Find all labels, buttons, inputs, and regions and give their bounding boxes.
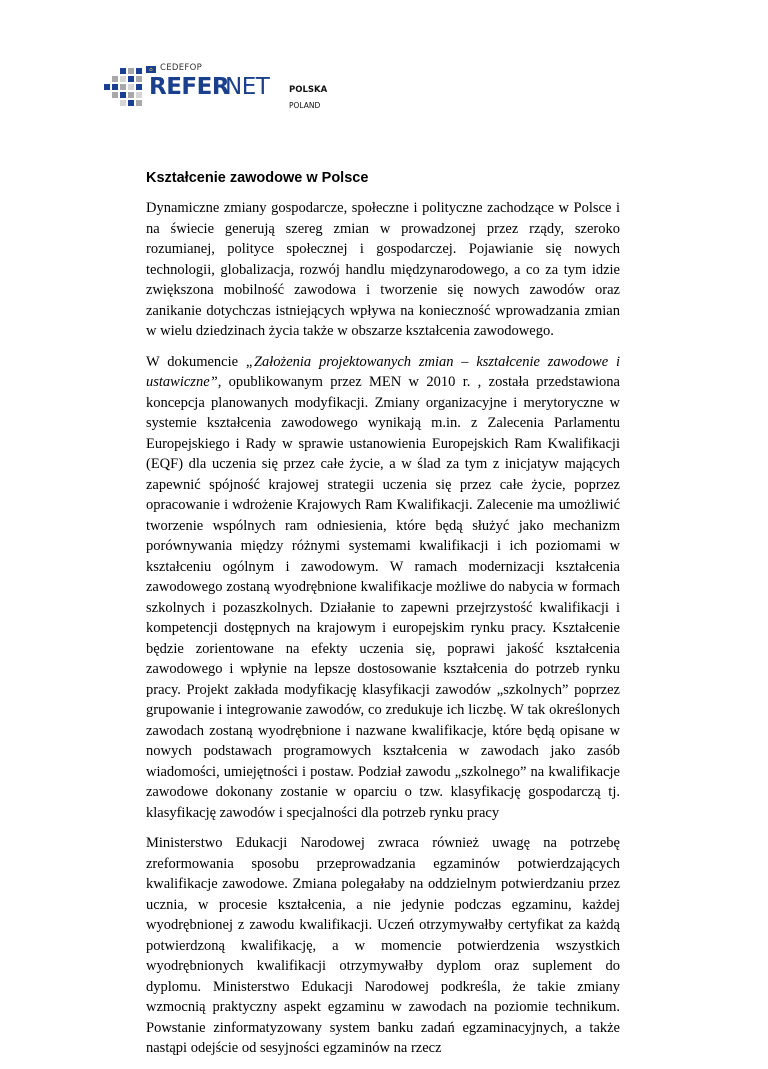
logo-poland: POLAND [289,101,321,110]
document-body [146,162,620,1069]
logo-net: NET [225,74,270,100]
paragraph-1: Dynamiczne zmiany gospodarcze, społeczne i polityczne zachodzące w Polsce i na świecie generują szereg zmian w prowadzonej przez rządy, szeroko rozumianej, polityce społecznej i gospodarczej. Pojawianie się nowych technologii, globalizacja, rozwój handlu międzynarodowego, a co za tym idzie zwiększona mobilność zawodowa i tworzenie się nowych zawodów oraz zanikanie dotychczas istniejących wpływa na konieczność wprowadzania zmian w wielu dziedzinach życia także w obszarze kształcenia zawodowego. [146,200,620,339]
paragraph-2 [146,352,620,824]
document-heading: Kształcenie zawodowe w Polsce [146,170,369,186]
logo-refer: REFER [149,74,230,100]
logo-polska: POLSKA [289,85,328,95]
refernet-logo [102,64,342,116]
paragraph-2-body: , opublikowanym przez MEN w 2010 r. , została przedstawiona koncepcja planowanych modyfikacji. Zmiany organizacyjne i merytoryczne w systemie kształcenia zawodowego wynikają m.in. z Zalecenia Parlamentu Europejskiego i Rady w sprawie ustanowienia Europejskich Ram Kwalifikacji (EQF) dla uczenia się przez całe życie, a w ślad za tym z inicjatyw mających zapewnić spójność krajowej strategii uczenia się przez całe życie, poprzez opracowanie i wdrożenie Krajowych Ram Kwalifikacji. Zalecenie ma umożliwić tworzenie wspólnych ram odniesienia, które będą służyć jako mechanizm porównywania między różnymi systemami kwalifikacji i ich poziomami w kształceniu ogólnym i zawodowym. W ramach modernizacji kształcenia zawodowego zostaną wyodrębnione kwalifikacje możliwe do nabycia w formach szkolnych i pozaszkolnych. Działanie to zapewni przejrzystość kwalifikacji i kompetencji dostępnych na krajowym i europejskim rynku pracy. Kształcenie będzie zorientowane na efekty uczenia się, poprawi jakość kształcenia zawodowego i wpłynie na lepsze dostosowanie kształcenia do potrzeb rynku pracy. Projekt zakłada modyfikację klasyfikacji zawodów „szkolnych” poprzez grupowanie i integrowanie zawodów, co zredukuje ich liczbę. W tak określonych zawodach zostaną wyodrębnione i nazwane kwalifikacje, które będą opisane w nowych podstawach programowych kształcenia w zawodach jako zasób wiadomości, umiejętności i postaw. Podział zawodu „szkolnego” na kwalifikacje zawodowe dokonany zostanie w oparciu o tzw. klasyfikację gospodarczą tj. klasyfikację zawodów i specjalności dla potrzeb rynku pracy [146,374,620,821]
logo-cedefop: CEDEFOP [160,63,203,73]
document-title-italic: „Założenia projektowanych zmian – kształcenie zawodowe i ustawiczne” [146,353,620,390]
paragraph-3: Ministerstwo Edukacji Narodowej zwraca również uwagę na potrzebę zreformowania sposobu przeprowadzania egzaminów potwierdzających kwalifikacje zawodowe. Zmiana polegałaby na oddzielnym potwierdzaniu przez ucznia, w procesie kształcenia, a nie jedynie podczas egzaminu, każdej wyodrębnionej z zawodu kwalifikacji. Uczeń otrzymywałby certyfikat za każdą potwierdzoną kwalifikację, a w momencie potwierdzenia wszystkich wyodrębnionych kwalifikacji otrzymywałby dyplom oraz suplement do dyplomu. Ministerstwo Edukacji Narodowej podkreśla, że takie zmiany wzmocnią praktyczny aspekt egzaminu w zawodach na poziomie technikum. Powstanie zinformatyzowany system banku zadań egzaminacyjnych, a także nastąpi odejście od sesyjności egzaminów na rzecz [146,835,620,1056]
eu-flag-icon [146,66,156,73]
paragraph-2-lead: W dokumencie [146,353,246,370]
